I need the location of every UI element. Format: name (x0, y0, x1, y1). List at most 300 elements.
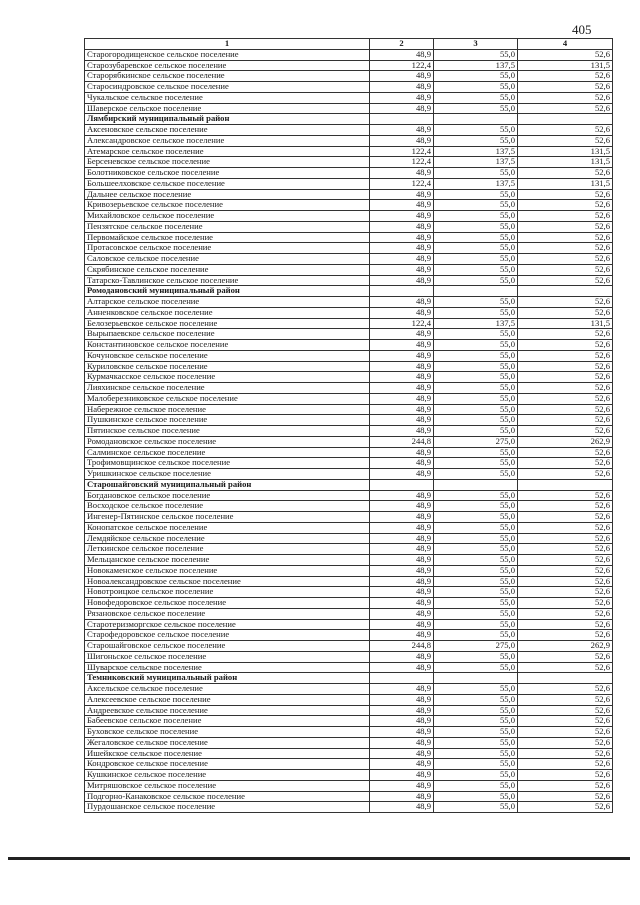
table-row (85, 447, 613, 458)
table-row (85, 103, 613, 114)
value-col-3-cell: 55,0 (434, 598, 518, 609)
value-col-3-cell: 55,0 (434, 71, 518, 82)
value-col-4-cell: 52,6 (518, 264, 613, 275)
value-col-3-cell: 55,0 (434, 361, 518, 372)
settlement-name-cell: Скрябинское сельское поселение (85, 264, 370, 275)
settlement-name-cell: Кочуновское сельское поселение (85, 350, 370, 361)
value-col-3-cell: 55,0 (434, 200, 518, 211)
settlement-name-cell: Шуварское сельское поселение (85, 662, 370, 673)
value-col-4-cell: 52,6 (518, 404, 613, 415)
settlement-name-cell: Уришкинское сельское поселение (85, 469, 370, 480)
value-col-4-cell: 52,6 (518, 705, 613, 716)
value-col-4-cell: 52,6 (518, 275, 613, 286)
settlement-name-cell: Ингенер-Пятинское сельское поселение (85, 512, 370, 523)
district-row (85, 114, 613, 125)
value-col-4-cell: 52,6 (518, 694, 613, 705)
table-row (85, 544, 613, 555)
table-row (85, 565, 613, 576)
value-col-3-cell: 55,0 (434, 393, 518, 404)
value-col-2-cell: 122,4 (370, 146, 434, 157)
value-col-3-cell: 55,0 (434, 254, 518, 265)
value-col-4-cell: 52,6 (518, 49, 613, 60)
settlement-name-cell: Алтарское сельское поселение (85, 297, 370, 308)
value-col-3-cell: 55,0 (434, 770, 518, 781)
table-row (85, 737, 613, 748)
settlement-name-cell: Митряшовское сельское поселение (85, 780, 370, 791)
table-row (85, 651, 613, 662)
value-col-3-cell: 55,0 (434, 694, 518, 705)
value-col-3-cell: 55,0 (434, 630, 518, 641)
value-col-2-cell: 48,9 (370, 340, 434, 351)
value-col-4-cell: 52,6 (518, 361, 613, 372)
value-col-2-cell: 48,9 (370, 716, 434, 727)
settlement-name-cell: Куриловское сельское поселение (85, 361, 370, 372)
value-col-3-cell: 55,0 (434, 469, 518, 480)
value-col-4-cell: 52,6 (518, 168, 613, 179)
settlement-name-cell: Старосиндровское сельское поселение (85, 82, 370, 93)
value-col-2-cell: 48,9 (370, 555, 434, 566)
value-col-3-cell: 55,0 (434, 662, 518, 673)
settlement-name-cell: Пятинское сельское поселение (85, 426, 370, 437)
header-col-3: 3 (434, 39, 518, 50)
value-col-3-cell: 275,0 (434, 436, 518, 447)
value-col-3-cell: 55,0 (434, 791, 518, 802)
value-col-2-cell: 48,9 (370, 426, 434, 437)
value-col-3-cell: 55,0 (434, 404, 518, 415)
value-col-4-cell: 52,6 (518, 791, 613, 802)
value-col-4-cell: 52,6 (518, 125, 613, 136)
table-row (85, 189, 613, 200)
settlement-name-cell: Протасовское сельское поселение (85, 243, 370, 254)
table-row (85, 211, 613, 222)
value-col-3-cell: 55,0 (434, 576, 518, 587)
settlement-name-cell: Ромодановский муниципальный район (85, 286, 370, 297)
settlement-name-cell: Лияхинское сельское поселение (85, 383, 370, 394)
value-col-3-cell: 55,0 (434, 727, 518, 738)
value-col-4-cell: 52,6 (518, 350, 613, 361)
value-col-3-cell: 55,0 (434, 705, 518, 716)
value-col-2-cell: 244,8 (370, 641, 434, 652)
value-col-2-cell: 122,4 (370, 60, 434, 71)
value-col-3-cell: 55,0 (434, 501, 518, 512)
table-row (85, 264, 613, 275)
value-col-3-cell: 55,0 (434, 802, 518, 813)
value-col-2-cell: 48,9 (370, 608, 434, 619)
table-row (85, 619, 613, 630)
value-col-2-cell: 48,9 (370, 297, 434, 308)
table-row (85, 512, 613, 523)
table-row (85, 135, 613, 146)
settlement-name-cell: Старошайговский муниципальный район (85, 479, 370, 490)
table-row (85, 232, 613, 243)
settlement-name-cell: Атемарское сельское поселение (85, 146, 370, 157)
settlement-name-cell: Шигоньское сельское поселение (85, 651, 370, 662)
table-row (85, 200, 613, 211)
value-col-2-cell: 48,9 (370, 275, 434, 286)
budget-table (84, 38, 613, 813)
district-row (85, 673, 613, 684)
value-col-3-cell: 137,5 (434, 178, 518, 189)
table-row (85, 770, 613, 781)
value-col-4-cell: 52,6 (518, 555, 613, 566)
settlement-name-cell: Старошайговское сельское поселение (85, 641, 370, 652)
value-col-4-cell: 262,9 (518, 436, 613, 447)
value-col-4-cell: 52,6 (518, 737, 613, 748)
value-col-4-cell: 52,6 (518, 587, 613, 598)
settlement-name-cell: Белозерьевское сельское поселение (85, 318, 370, 329)
value-col-3-cell: 55,0 (434, 125, 518, 136)
value-col-4-cell: 131,5 (518, 60, 613, 71)
value-col-3-cell: 55,0 (434, 103, 518, 114)
value-col-2-cell: 48,9 (370, 383, 434, 394)
value-col-4-cell: 52,6 (518, 770, 613, 781)
value-col-3-cell: 55,0 (434, 415, 518, 426)
settlement-name-cell: Кондровское сельское поселение (85, 759, 370, 770)
value-col-4-cell: 52,6 (518, 426, 613, 437)
table-row (85, 318, 613, 329)
settlement-name-cell: Новоалександровское сельское поселение (85, 576, 370, 587)
settlement-name-cell: Татарско-Тавлинское сельское поселение (85, 275, 370, 286)
value-col-4-cell: 52,6 (518, 92, 613, 103)
value-col-2-cell: 48,9 (370, 125, 434, 136)
settlement-name-cell: Анненковское сельское поселение (85, 307, 370, 318)
value-col-4-cell: 52,6 (518, 211, 613, 222)
header-col-4: 4 (518, 39, 613, 50)
header-col-1: 1 (85, 39, 370, 50)
value-col-4-cell: 52,6 (518, 200, 613, 211)
settlement-name-cell: Курмачкасское сельское поселение (85, 372, 370, 383)
value-col-4-cell: 52,6 (518, 608, 613, 619)
value-col-3-cell: 55,0 (434, 350, 518, 361)
settlement-name-cell: Новокаменское сельское поселение (85, 565, 370, 576)
value-col-3-cell: 55,0 (434, 512, 518, 523)
table-row (85, 426, 613, 437)
value-col-4-cell: 262,9 (518, 641, 613, 652)
table-row (85, 49, 613, 60)
table-row (85, 361, 613, 372)
table-row (85, 393, 613, 404)
value-col-3-cell: 55,0 (434, 82, 518, 93)
table-row (85, 555, 613, 566)
value-col-2-cell: 48,9 (370, 221, 434, 232)
table-row (85, 641, 613, 652)
value-col-2-cell: 122,4 (370, 318, 434, 329)
table-row (85, 297, 613, 308)
value-col-2-cell: 48,9 (370, 393, 434, 404)
table-row (85, 146, 613, 157)
table-row (85, 168, 613, 179)
table-row (85, 243, 613, 254)
settlement-name-cell: Кривозерьевское сельское поселение (85, 200, 370, 211)
table-row (85, 178, 613, 189)
value-col-3-cell: 55,0 (434, 737, 518, 748)
value-col-2-cell: 48,9 (370, 694, 434, 705)
value-col-2-cell: 48,9 (370, 565, 434, 576)
page-number: 405 (572, 22, 592, 37)
value-col-2-cell: 48,9 (370, 662, 434, 673)
value-col-3-cell: 55,0 (434, 211, 518, 222)
value-col-3-cell: 137,5 (434, 60, 518, 71)
settlement-name-cell: Аксельское сельское поселение (85, 684, 370, 695)
settlement-name-cell: Дальнее сельское поселение (85, 189, 370, 200)
value-col-2-cell: 48,9 (370, 103, 434, 114)
settlement-name-cell: Старофедоровское сельское поселение (85, 630, 370, 641)
value-col-4-cell: 52,6 (518, 598, 613, 609)
settlement-name-cell: Пурдошанское сельское поселение (85, 802, 370, 813)
value-col-2-cell: 48,9 (370, 458, 434, 469)
settlement-name-cell: Саловское сельское поселение (85, 254, 370, 265)
settlement-name-cell: Подгорно-Канаковское сельское поселение (85, 791, 370, 802)
table-row (85, 71, 613, 82)
value-col-2-cell: 48,9 (370, 189, 434, 200)
table-row (85, 383, 613, 394)
value-col-3-cell: 55,0 (434, 458, 518, 469)
value-col-4-cell: 52,6 (518, 662, 613, 673)
settlement-name-cell: Лемдяйское сельское поселение (85, 533, 370, 544)
settlement-name-cell: Аксеновское сельское поселение (85, 125, 370, 136)
value-col-3-cell: 275,0 (434, 641, 518, 652)
value-col-3-cell: 55,0 (434, 544, 518, 555)
value-col-2-cell: 48,9 (370, 576, 434, 587)
value-col-4-cell: 52,6 (518, 684, 613, 695)
value-col-2-cell: 48,9 (370, 200, 434, 211)
table-header-row (85, 39, 613, 50)
table-row (85, 501, 613, 512)
value-col-4-cell: 52,6 (518, 533, 613, 544)
value-col-2-cell: 122,4 (370, 157, 434, 168)
table-row (85, 727, 613, 738)
settlement-name-cell: Рязановское сельское поселение (85, 608, 370, 619)
value-col-2-cell: 48,9 (370, 168, 434, 179)
value-col-4-cell: 52,6 (518, 748, 613, 759)
table-row (85, 307, 613, 318)
value-col-3-cell: 55,0 (434, 275, 518, 286)
value-col-4-cell: 52,6 (518, 512, 613, 523)
table-row (85, 254, 613, 265)
settlement-name-cell: Старорябкинское сельское поселение (85, 71, 370, 82)
value-col-3-cell: 55,0 (434, 490, 518, 501)
value-col-3-cell: 55,0 (434, 264, 518, 275)
table-row (85, 630, 613, 641)
district-row (85, 479, 613, 490)
value-col-4-cell: 52,6 (518, 297, 613, 308)
value-col-3-cell: 55,0 (434, 189, 518, 200)
settlement-name-cell: Андреевское сельское поселение (85, 705, 370, 716)
value-col-4-cell: 52,6 (518, 340, 613, 351)
value-col-3-cell: 55,0 (434, 684, 518, 695)
value-col-4-cell: 52,6 (518, 254, 613, 265)
value-col-3-cell: 55,0 (434, 329, 518, 340)
settlement-name-cell: Ишейкское сельское поселение (85, 748, 370, 759)
value-col-2-cell: 48,9 (370, 770, 434, 781)
value-col-2-cell: 48,9 (370, 780, 434, 791)
value-col-2-cell: 48,9 (370, 447, 434, 458)
value-col-2-cell: 48,9 (370, 791, 434, 802)
settlement-name-cell: Пушкинское сельское поселение (85, 415, 370, 426)
settlement-name-cell: Кушкинское сельское поселение (85, 770, 370, 781)
table-row (85, 436, 613, 447)
value-col-4-cell: 52,6 (518, 329, 613, 340)
settlement-name-cell: Первомайское сельское поселение (85, 232, 370, 243)
table-row (85, 469, 613, 480)
table-row (85, 340, 613, 351)
value-col-2-cell: 48,9 (370, 71, 434, 82)
value-col-2-cell: 48,9 (370, 415, 434, 426)
table-row (85, 802, 613, 813)
settlement-name-cell: Михайловское сельское поселение (85, 211, 370, 222)
value-col-2-cell: 48,9 (370, 82, 434, 93)
table-row (85, 662, 613, 673)
value-col-4-cell: 52,6 (518, 727, 613, 738)
settlement-name-cell: Бабеевское сельское поселение (85, 716, 370, 727)
value-col-2-cell: 48,9 (370, 135, 434, 146)
settlement-name-cell: Пензятское сельское поселение (85, 221, 370, 232)
table-row (85, 587, 613, 598)
value-col-4-cell: 52,6 (518, 221, 613, 232)
table-row (85, 522, 613, 533)
value-col-3-cell: 55,0 (434, 780, 518, 791)
value-col-3-cell (434, 479, 518, 490)
value-col-2-cell: 48,9 (370, 243, 434, 254)
settlement-name-cell: Чукальское сельское поселение (85, 92, 370, 103)
value-col-4-cell: 52,6 (518, 759, 613, 770)
settlement-name-cell: Александровское сельское поселение (85, 135, 370, 146)
settlement-name-cell: Салминское сельское поселение (85, 447, 370, 458)
value-col-3-cell: 55,0 (434, 168, 518, 179)
value-col-2-cell: 48,9 (370, 737, 434, 748)
value-col-3-cell: 55,0 (434, 372, 518, 383)
value-col-4-cell: 52,6 (518, 458, 613, 469)
value-col-4-cell (518, 286, 613, 297)
value-col-4-cell: 131,5 (518, 318, 613, 329)
table-row (85, 275, 613, 286)
value-col-3-cell: 55,0 (434, 92, 518, 103)
value-col-4-cell: 52,6 (518, 447, 613, 458)
value-col-3-cell: 137,5 (434, 146, 518, 157)
settlement-name-cell: Алексеевское сельское поселение (85, 694, 370, 705)
table-row (85, 598, 613, 609)
table-row (85, 759, 613, 770)
table-row (85, 372, 613, 383)
value-col-2-cell (370, 673, 434, 684)
value-col-4-cell: 52,6 (518, 372, 613, 383)
settlement-name-cell: Лямбирский муниципальный район (85, 114, 370, 125)
value-col-3-cell: 55,0 (434, 565, 518, 576)
value-col-2-cell: 122,4 (370, 178, 434, 189)
value-col-2-cell: 48,9 (370, 533, 434, 544)
value-col-2-cell: 48,9 (370, 705, 434, 716)
value-col-4-cell: 52,6 (518, 501, 613, 512)
value-col-2-cell: 48,9 (370, 630, 434, 641)
value-col-4-cell: 52,6 (518, 393, 613, 404)
value-col-3-cell (434, 286, 518, 297)
value-col-4-cell (518, 479, 613, 490)
district-row (85, 286, 613, 297)
value-col-2-cell: 48,9 (370, 307, 434, 318)
settlement-name-cell: Шаверское сельское поселение (85, 103, 370, 114)
value-col-3-cell: 55,0 (434, 447, 518, 458)
value-col-2-cell: 48,9 (370, 469, 434, 480)
table-row (85, 716, 613, 727)
value-col-4-cell: 52,6 (518, 232, 613, 243)
value-col-4-cell: 52,6 (518, 716, 613, 727)
value-col-3-cell: 55,0 (434, 587, 518, 598)
value-col-4-cell: 52,6 (518, 189, 613, 200)
value-col-4-cell: 52,6 (518, 802, 613, 813)
value-col-2-cell: 48,9 (370, 264, 434, 275)
value-col-4-cell: 52,6 (518, 619, 613, 630)
value-col-2-cell: 48,9 (370, 404, 434, 415)
value-col-4-cell: 131,5 (518, 157, 613, 168)
header-col-2: 2 (370, 39, 434, 50)
value-col-3-cell: 55,0 (434, 135, 518, 146)
table-row (85, 576, 613, 587)
value-col-2-cell: 48,9 (370, 759, 434, 770)
value-col-2-cell: 48,9 (370, 350, 434, 361)
value-col-4-cell: 52,6 (518, 780, 613, 791)
bottom-rule (8, 857, 630, 860)
table-row (85, 125, 613, 136)
settlement-name-cell: Трофимовщинское сельское поселение (85, 458, 370, 469)
settlement-name-cell: Мельцанское сельское поселение (85, 555, 370, 566)
table-row (85, 490, 613, 501)
table-row (85, 748, 613, 759)
settlement-name-cell: Леткинское сельское поселение (85, 544, 370, 555)
value-col-2-cell: 48,9 (370, 49, 434, 60)
value-col-3-cell: 55,0 (434, 383, 518, 394)
value-col-2-cell: 48,9 (370, 802, 434, 813)
value-col-3-cell: 55,0 (434, 608, 518, 619)
value-col-3-cell: 55,0 (434, 49, 518, 60)
table-row (85, 415, 613, 426)
value-col-2-cell: 48,9 (370, 522, 434, 533)
value-col-4-cell: 131,5 (518, 146, 613, 157)
value-col-3-cell: 55,0 (434, 243, 518, 254)
value-col-4-cell: 52,6 (518, 82, 613, 93)
settlement-name-cell: Жегаловское сельское поселение (85, 737, 370, 748)
value-col-3-cell: 55,0 (434, 651, 518, 662)
settlement-name-cell: Старозубаревское сельское поселение (85, 60, 370, 71)
value-col-3-cell: 55,0 (434, 619, 518, 630)
value-col-4-cell: 52,6 (518, 565, 613, 576)
value-col-3-cell: 55,0 (434, 340, 518, 351)
value-col-4-cell: 52,6 (518, 103, 613, 114)
value-col-3-cell: 55,0 (434, 716, 518, 727)
value-col-2-cell: 48,9 (370, 490, 434, 501)
table-row (85, 221, 613, 232)
table-row (85, 684, 613, 695)
value-col-3-cell (434, 673, 518, 684)
value-col-3-cell: 55,0 (434, 297, 518, 308)
value-col-3-cell: 55,0 (434, 522, 518, 533)
value-col-2-cell: 48,9 (370, 92, 434, 103)
settlement-name-cell: Новофедоровское сельское поселение (85, 598, 370, 609)
value-col-2-cell: 48,9 (370, 748, 434, 759)
settlement-name-cell: Малоберезниковское сельское поселение (85, 393, 370, 404)
value-col-4-cell: 52,6 (518, 469, 613, 480)
settlement-name-cell: Конопатское сельское поселение (85, 522, 370, 533)
value-col-4-cell: 52,6 (518, 522, 613, 533)
value-col-2-cell: 48,9 (370, 512, 434, 523)
table-row (85, 533, 613, 544)
value-col-4-cell: 52,6 (518, 135, 613, 146)
settlement-name-cell: Восходское сельское поселение (85, 501, 370, 512)
settlement-name-cell: Вырыпаевское сельское поселение (85, 329, 370, 340)
value-col-2-cell: 48,9 (370, 727, 434, 738)
settlement-name-cell: Большеелховское сельское поселение (85, 178, 370, 189)
settlement-name-cell: Набережное сельское поселение (85, 404, 370, 415)
value-col-4-cell: 52,6 (518, 544, 613, 555)
